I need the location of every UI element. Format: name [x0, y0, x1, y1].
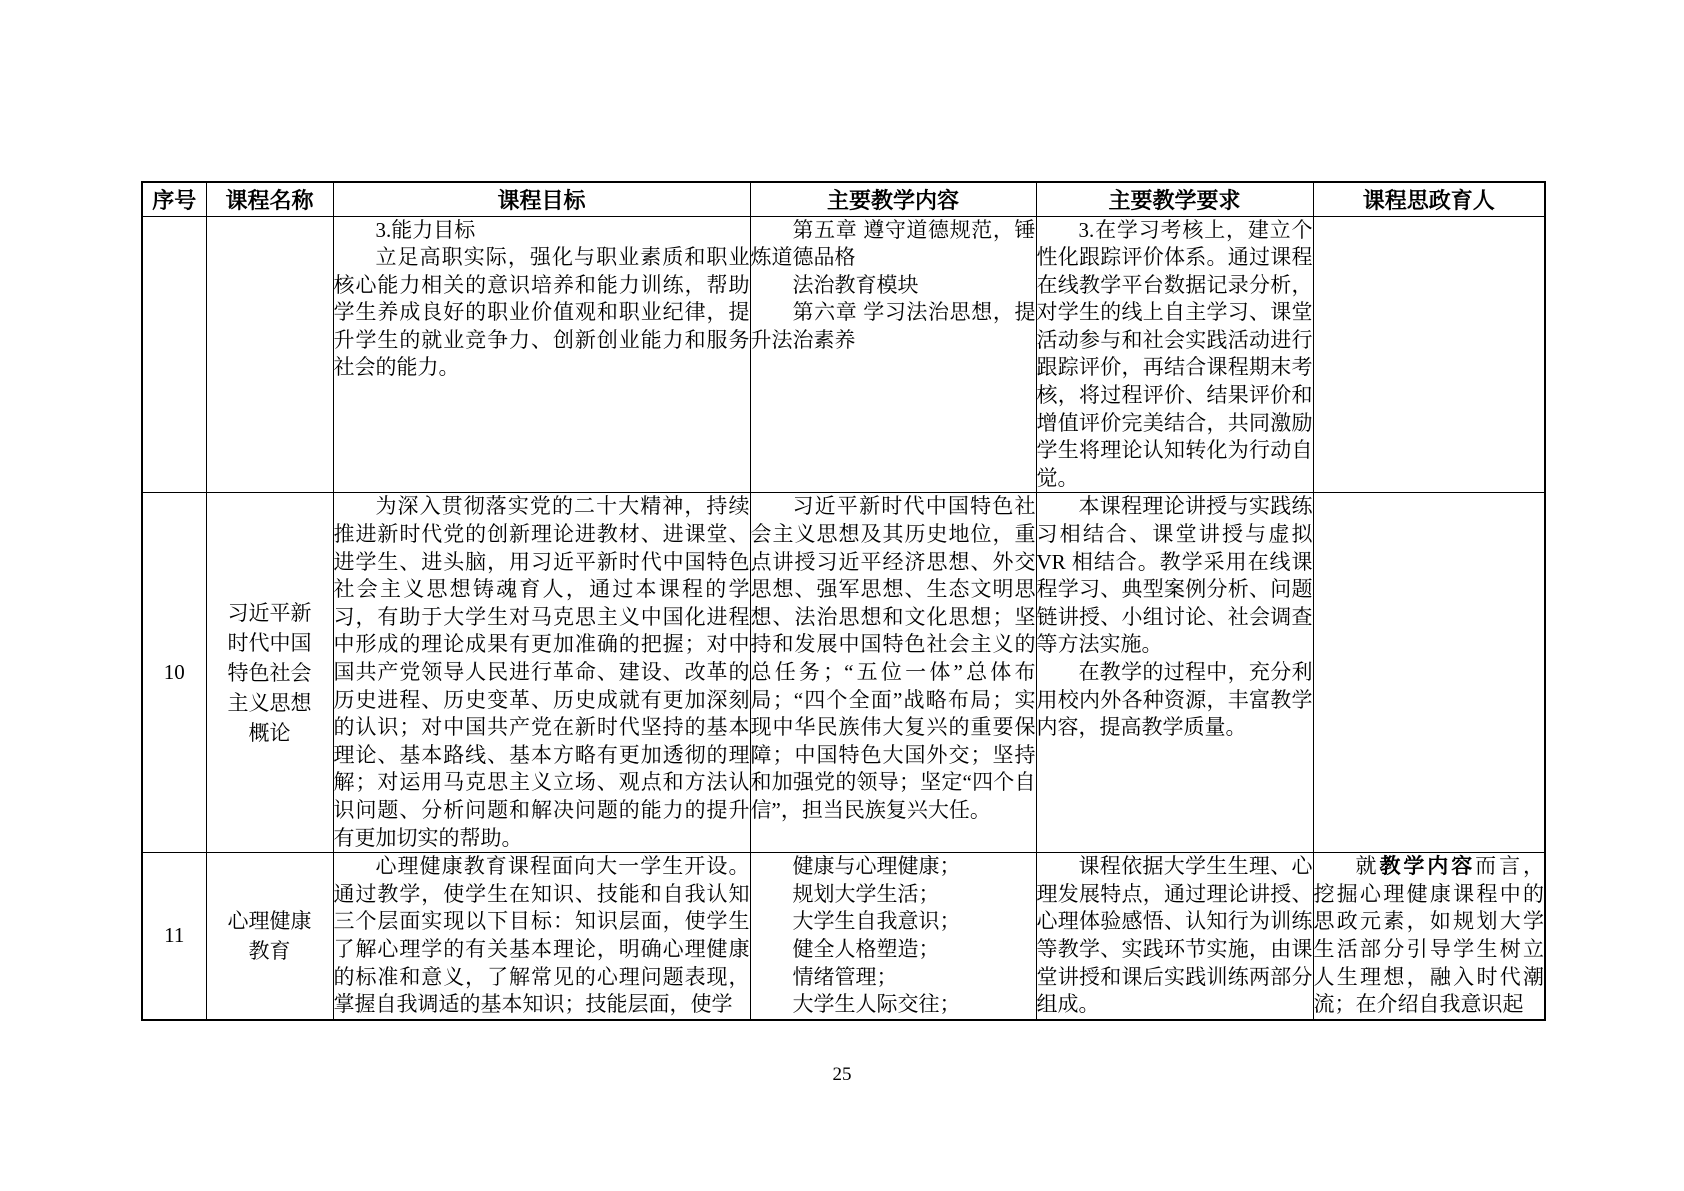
paragraph [1037, 659, 1313, 742]
text-segment: 大学生自我意识； [792, 909, 961, 934]
course-name-cell [206, 216, 333, 493]
text-segment: 法治教育模块 [792, 272, 919, 297]
paragraph [1037, 217, 1313, 493]
text-segment: 3.能力目标 [375, 217, 476, 242]
table-header-row [142, 182, 1545, 216]
text-segment: 3.在学习考核上，建立个性化跟踪评价体系。通过课程在线教学平台数据记录分析，对学生的线上自主学习、课堂活动参与和社会实践活动进行跟踪评价，再结合课程期末考核，将过程评价、结果评价和增值评价完美结合，共同激励学生将理论认知转化为行动自觉。 [1036, 217, 1313, 490]
course-name-cell [206, 493, 333, 853]
teaching-content-cell [750, 493, 1036, 853]
text-segment: 健康与心理健康； [792, 854, 961, 879]
text-segment: 习近平新时代中国特色社会主义思想及其历史地位，重点讲授习近平经济思想、外交思想、强军思想、生态文明思想、法治思想和文化思想；坚持和发展中国特色社会主义的总任务；“五位一体”总体布局；“四个全面”战略布局；实现中华民族伟大复兴的重要保障；中国特色大国外交；坚持和加强党的领导；坚定“四个自信”，担当民族复兴大任。 [750, 494, 1036, 822]
paragraph [1037, 493, 1313, 659]
header-ideological-education: 课程思政育人 [1313, 182, 1545, 216]
table-row [142, 216, 1545, 493]
teaching-requirements-cell [1036, 493, 1313, 853]
row-number-cell: 10 [142, 493, 206, 853]
paragraph [751, 964, 1036, 992]
paragraph [334, 853, 750, 1019]
teaching-requirements-cell [1036, 216, 1313, 493]
paragraph [334, 244, 750, 382]
teaching-requirements-cell [1036, 853, 1313, 1020]
text-segment: 而言，挖掘心理健康课程中的思政元素，如规划大学生活部分引导学生树立人生理想，融入时代潮流；在介绍自我意识起 [1313, 854, 1545, 1017]
course-name-text: 习近平新时代中国特色社会主义思想概论 [227, 600, 312, 745]
paragraph [751, 908, 1036, 936]
text-segment: 第六章 学习法治思想，提升法治素养 [750, 300, 1036, 352]
text-segment: 健全人格塑造； [792, 936, 940, 961]
text-segment: 第五章 遵守道德规范，锤炼道德品格 [750, 217, 1036, 270]
table-header [142, 182, 1545, 216]
text-segment: 就 [1355, 854, 1380, 879]
text-segment: 大学生人际交往； [792, 992, 961, 1017]
paragraph [751, 217, 1036, 272]
text-segment: 本课程理论讲授与实践练习相结合、课堂讲授与虚拟 VR 相结合。教学采用在线课程学习、典型案例分析、问题链讲授、小组讨论、社会调查等方法实施。 [1036, 494, 1313, 657]
ideological-education-cell [1313, 853, 1545, 1020]
paragraph [751, 881, 1036, 909]
paragraph [751, 853, 1036, 881]
header-teaching-content: 主要教学内容 [750, 182, 1036, 216]
text-segment: 为深入贯彻落实党的二十大精神，持续推进新时代党的创新理论进教材、进课堂、进学生、进头脑，用习近平新时代中国特色社会主义思想铸魂育人，通过本课程的学习，有助于大学生对马克思主义中国化进程中形成的理论成果有更加准确的把握；对中国共产党领导人民进行革命、建设、改革的历史进程、历史变革、历史成就有更加深刻的认识；对中国共产党在新时代坚持的基本理论、基本路线、基本方略有更加透彻的理解；对运用马克思主义立场、观点和方法认识问题、分析问题和解决问题的能力的提升有更加切实的帮助。 [333, 494, 750, 850]
row-number-cell [142, 216, 206, 493]
paragraph [334, 217, 750, 245]
course-name-text: 心理健康教育 [227, 908, 312, 963]
course-name-cell [206, 853, 333, 1020]
row-number-cell: 11 [142, 853, 206, 1020]
header-number: 序号 [142, 182, 206, 216]
teaching-content-cell [750, 216, 1036, 493]
teaching-content-cell [750, 853, 1036, 1020]
ideological-education-cell [1313, 216, 1545, 493]
text-segment: 规划大学生活； [792, 881, 940, 906]
text-segment: 情绪管理； [792, 964, 898, 989]
paragraph [334, 493, 750, 852]
paragraph [1314, 853, 1545, 1019]
text-segment: 心理健康教育课程面向大一学生开设。通过教学，使学生在知识、技能和自我认知三个层面实现以下目标：知识层面，使学生了解心理学的有关基本理论，明确心理健康的标准和意义，了解常见的心理问题表现，掌握自我调适的基本知识；技能层面，使学 [333, 854, 750, 1017]
header-teaching-requirements: 主要教学要求 [1036, 182, 1313, 216]
text-segment: 在教学的过程中，充分利用校内外各种资源，丰富教学内容，提高教学质量。 [1036, 660, 1313, 740]
course-syllabus-table [141, 181, 1546, 1021]
course-objectives-cell [333, 216, 750, 493]
header-course-name: 课程名称 [206, 182, 333, 216]
paragraph [751, 272, 1036, 300]
paragraph [1037, 853, 1313, 1019]
course-objectives-cell [333, 853, 750, 1020]
ideological-education-cell [1313, 493, 1545, 853]
page-number: 25 [832, 1064, 852, 1085]
table-row [142, 853, 1545, 1020]
header-course-objectives: 课程目标 [333, 182, 750, 216]
paragraph [751, 299, 1036, 354]
course-objectives-cell [333, 493, 750, 853]
paragraph [751, 991, 1036, 1019]
text-segment: 课程依据大学生生理、心理发展特点，通过理论讲授、心理体验感悟、认知行为训练等教学、实践环节实施，由课堂讲授和课后实践训练两部分组成。 [1036, 854, 1313, 1017]
bold-text: 教学内容 [1379, 854, 1476, 879]
table-row [142, 493, 1545, 853]
paragraph [751, 493, 1036, 824]
table-body [142, 216, 1545, 1020]
paragraph [751, 936, 1036, 964]
text-segment: 立足高职实际，强化与职业素质和职业核心能力相关的意识培养和能力训练，帮助学生养成良好的职业价值观和职业纪律，提升学生的就业竞争力、创新创业能力和服务社会的能力。 [333, 245, 750, 380]
